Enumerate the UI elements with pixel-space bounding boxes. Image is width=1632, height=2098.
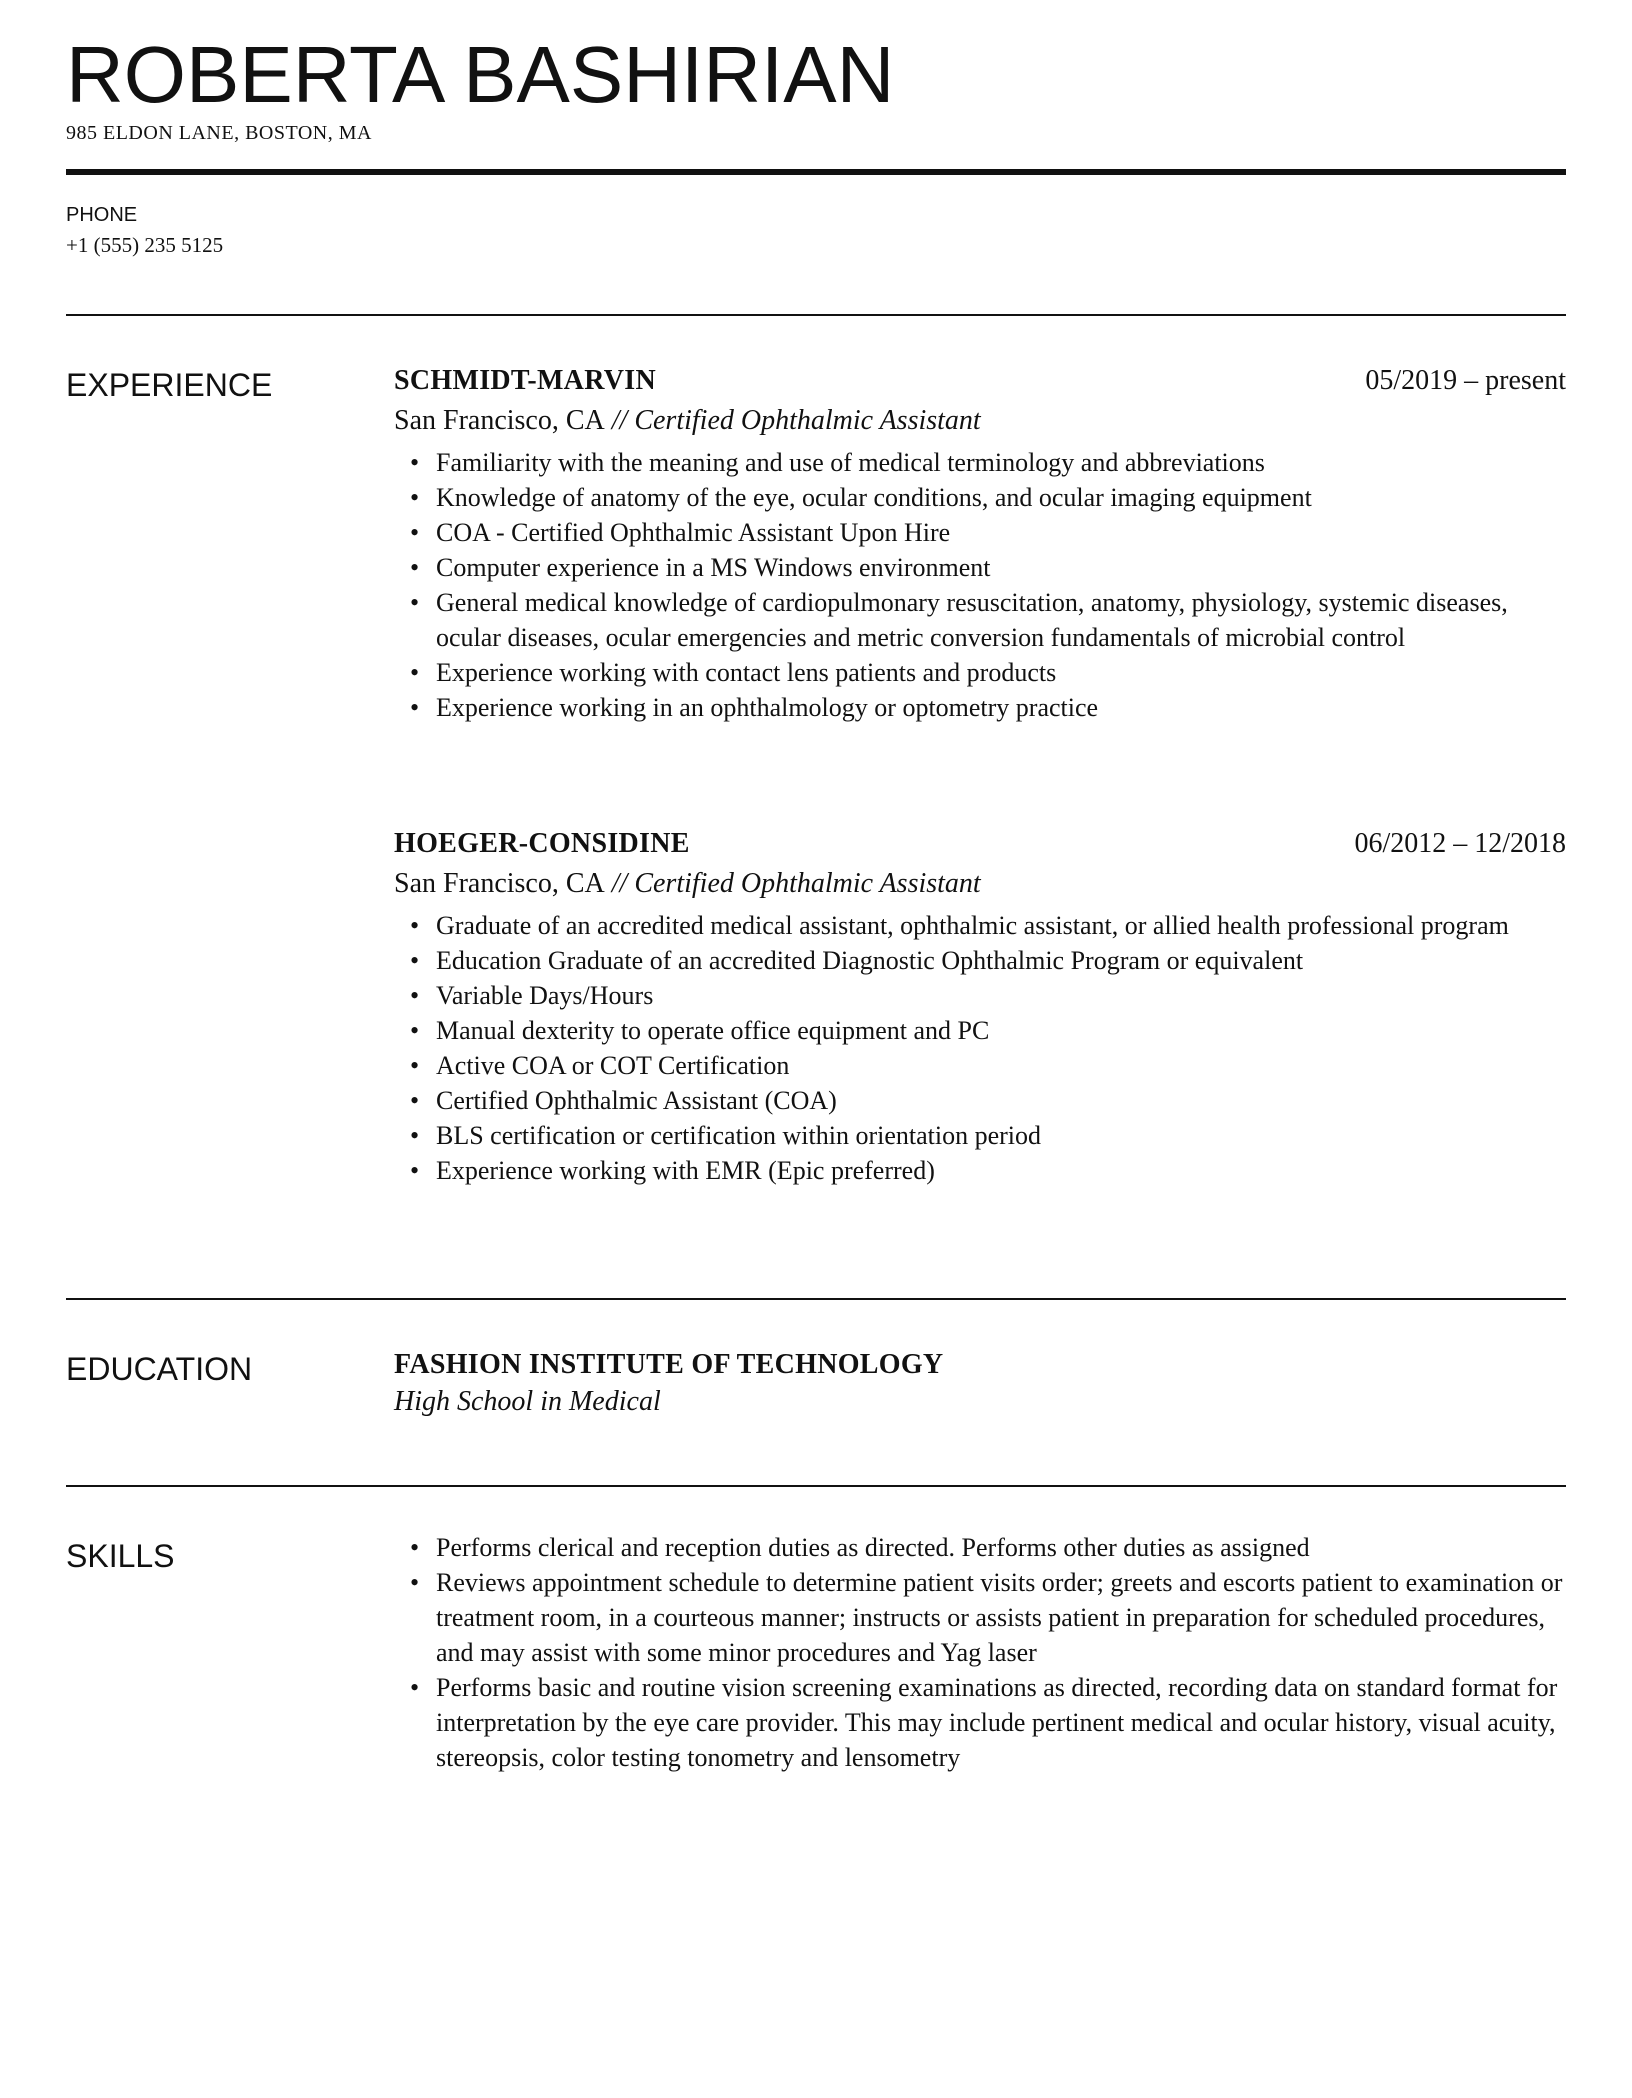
job-dates: 05/2019 – present <box>1365 365 1566 396</box>
education-section-label: EDUCATION <box>66 1351 253 1387</box>
skills-bullet-list <box>394 1530 1566 1775</box>
job-bullet: • Manual dexterity to operate office equipment and PC <box>394 1013 1566 1048</box>
job-subline <box>394 866 1566 902</box>
job-bullet: • Knowledge of anatomy of the eye, ocular conditions, and ocular imaging equipment <box>394 480 1566 515</box>
job-entry <box>394 826 1566 1188</box>
header-divider <box>66 169 1566 175</box>
section-divider <box>66 1485 1566 1487</box>
job-role: Certified Ophthalmic Assistant <box>634 405 981 436</box>
job-bullet: • Variable Days/Hours <box>394 978 1566 1013</box>
job-role: Certified Ophthalmic Assistant <box>634 868 981 899</box>
section-divider <box>66 314 1566 316</box>
job-company: HOEGER-CONSIDINE <box>394 828 690 859</box>
job-entry <box>394 363 1566 725</box>
job-bullet: • Familiarity with the meaning and use of medical terminology and abbreviations <box>394 445 1566 480</box>
section-divider <box>66 1298 1566 1300</box>
job-bullet-list <box>394 908 1566 1188</box>
job-dates: 06/2012 – 12/2018 <box>1354 828 1566 859</box>
job-bullet: • General medical knowledge of cardiopulmonary resuscitation, anatomy, physiology, systemic diseases, ocular diseases, ocular emergencies and metric conversion fundamentals of microbial control <box>394 585 1566 655</box>
job-bullet: • Graduate of an accredited medical assistant, ophthalmic assistant, or allied health professional program <box>394 908 1566 943</box>
skill-bullet: • Reviews appointment schedule to determine patient visits order; greets and escorts patient to examination or treatment room, in a courteous manner; instructs or assists patient in preparation for scheduled procedures, and may assist with some minor procedures and Yag laser <box>394 1565 1566 1670</box>
candidate-name: ROBERTA BASHIRIAN <box>66 30 895 119</box>
job-bullet: • Experience working in an ophthalmology or optometry practice <box>394 690 1566 725</box>
candidate-address: 985 ELDON LANE, BOSTON, MA <box>66 122 372 144</box>
job-separator: // <box>604 405 635 436</box>
phone-number: +1 (555) 235 5125 <box>66 233 224 257</box>
skill-bullet: • Performs basic and routine vision screening examinations as directed, recording data on standard format for interpretation by the eye care provider. This may include pertinent medical and ocular history, visual acuity, stereopsis, color testing tonometry and lensometry <box>394 1670 1566 1775</box>
skill-bullet: • Performs clerical and reception duties as directed. Performs other duties as assigned <box>394 1530 1566 1565</box>
job-subline <box>394 403 1566 439</box>
job-bullet: • Experience working with contact lens patients and products <box>394 655 1566 690</box>
job-bullet: • Education Graduate of an accredited Diagnostic Ophthalmic Program or equivalent <box>394 943 1566 978</box>
job-bullet: • Active COA or COT Certification <box>394 1048 1566 1083</box>
experience-section-label: EXPERIENCE <box>66 367 273 403</box>
job-company: SCHMIDT-MARVIN <box>394 365 656 396</box>
job-bullet-list <box>394 445 1566 725</box>
job-bullet: • BLS certification or certification within orientation period <box>394 1118 1566 1153</box>
education-degree: High School in Medical <box>394 1386 661 1417</box>
education-entry <box>394 1347 1566 1421</box>
skills-entry <box>394 1530 1566 1775</box>
job-bullet: • Experience working with EMR (Epic preferred) <box>394 1153 1566 1188</box>
phone-label: PHONE <box>66 204 138 226</box>
education-school: FASHION INSTITUTE OF TECHNOLOGY <box>394 1349 944 1380</box>
job-location: San Francisco, CA <box>394 868 605 899</box>
job-separator: // <box>604 868 635 899</box>
skills-section-label: SKILLS <box>66 1538 175 1574</box>
job-bullet: • Computer experience in a MS Windows environment <box>394 550 1566 585</box>
job-bullet: • COA - Certified Ophthalmic Assistant Upon Hire <box>394 515 1566 550</box>
job-bullet: • Certified Ophthalmic Assistant (COA) <box>394 1083 1566 1118</box>
job-location: San Francisco, CA <box>394 405 605 436</box>
